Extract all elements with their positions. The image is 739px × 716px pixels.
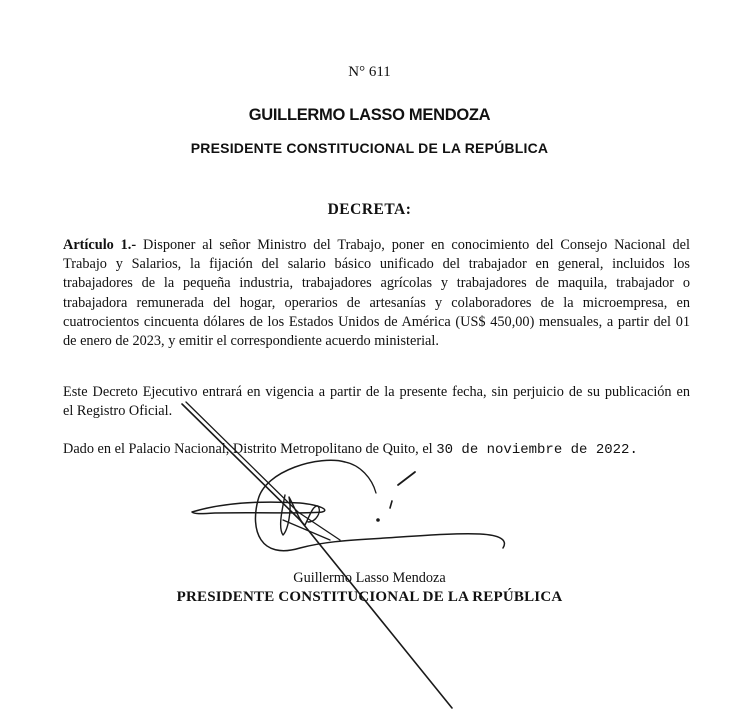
paragraph-line: cuatrocientos cincuenta dólares de los Estados Unidos de América (US$ 450,00) mensuales, a partir del 01: [63, 313, 690, 330]
paragraph-line: trabajadora remunerada del hogar, operarios de artesanías y colaboradores de la microempresa, en: [63, 294, 690, 311]
issued-at-line: [63, 441, 638, 458]
author-title: PRESIDENTE CONSTITUCIONAL DE LA REPÚBLICA: [190, 140, 549, 156]
article-label: Artículo 1.-: [63, 237, 137, 253]
vigencia-paragraph: [63, 383, 690, 421]
paragraph-line: Este Decreto Ejecutivo entrará en vigencia a partir de la presente fecha, sin perjuicio de su publicación en: [63, 384, 690, 400]
decree-number: N° 611: [348, 64, 391, 80]
signatory-name: Guillermo Lasso Mendoza: [293, 570, 446, 586]
paragraph-line: de enero de 2023, y emitir el correspondiente acuerdo ministerial.: [63, 333, 439, 350]
paragraph-line: Trabajo y Salarios, la fijación del salario básico unificado del trabajador en general, incluidos los: [63, 256, 690, 273]
paragraph-line: [63, 236, 690, 255]
paragraph-line: el Registro Oficial.: [63, 403, 173, 420]
article-1-paragraph: [63, 236, 690, 351]
issued-place: Dado en el Palacio Nacional, Distrito Metropolitano de Quito, el: [63, 441, 437, 457]
issued-date: 30 de noviembre de 2022.: [436, 442, 638, 458]
author-name: GUILLERMO LASSO MENDOZA: [248, 106, 491, 124]
line-text: Disponer al señor Ministro del Trabajo, poner en conocimiento del Consejo Nacional del: [136, 237, 690, 253]
signatory-title: PRESIDENTE CONSTITUCIONAL DE LA REPÚBLICA: [176, 589, 563, 605]
paragraph-line: trabajadores de la pequeña industria, trabajadores agrícolas y trabajadores de maquila, trabajador o: [63, 275, 690, 292]
decree-heading: DECRETA:: [327, 201, 412, 218]
